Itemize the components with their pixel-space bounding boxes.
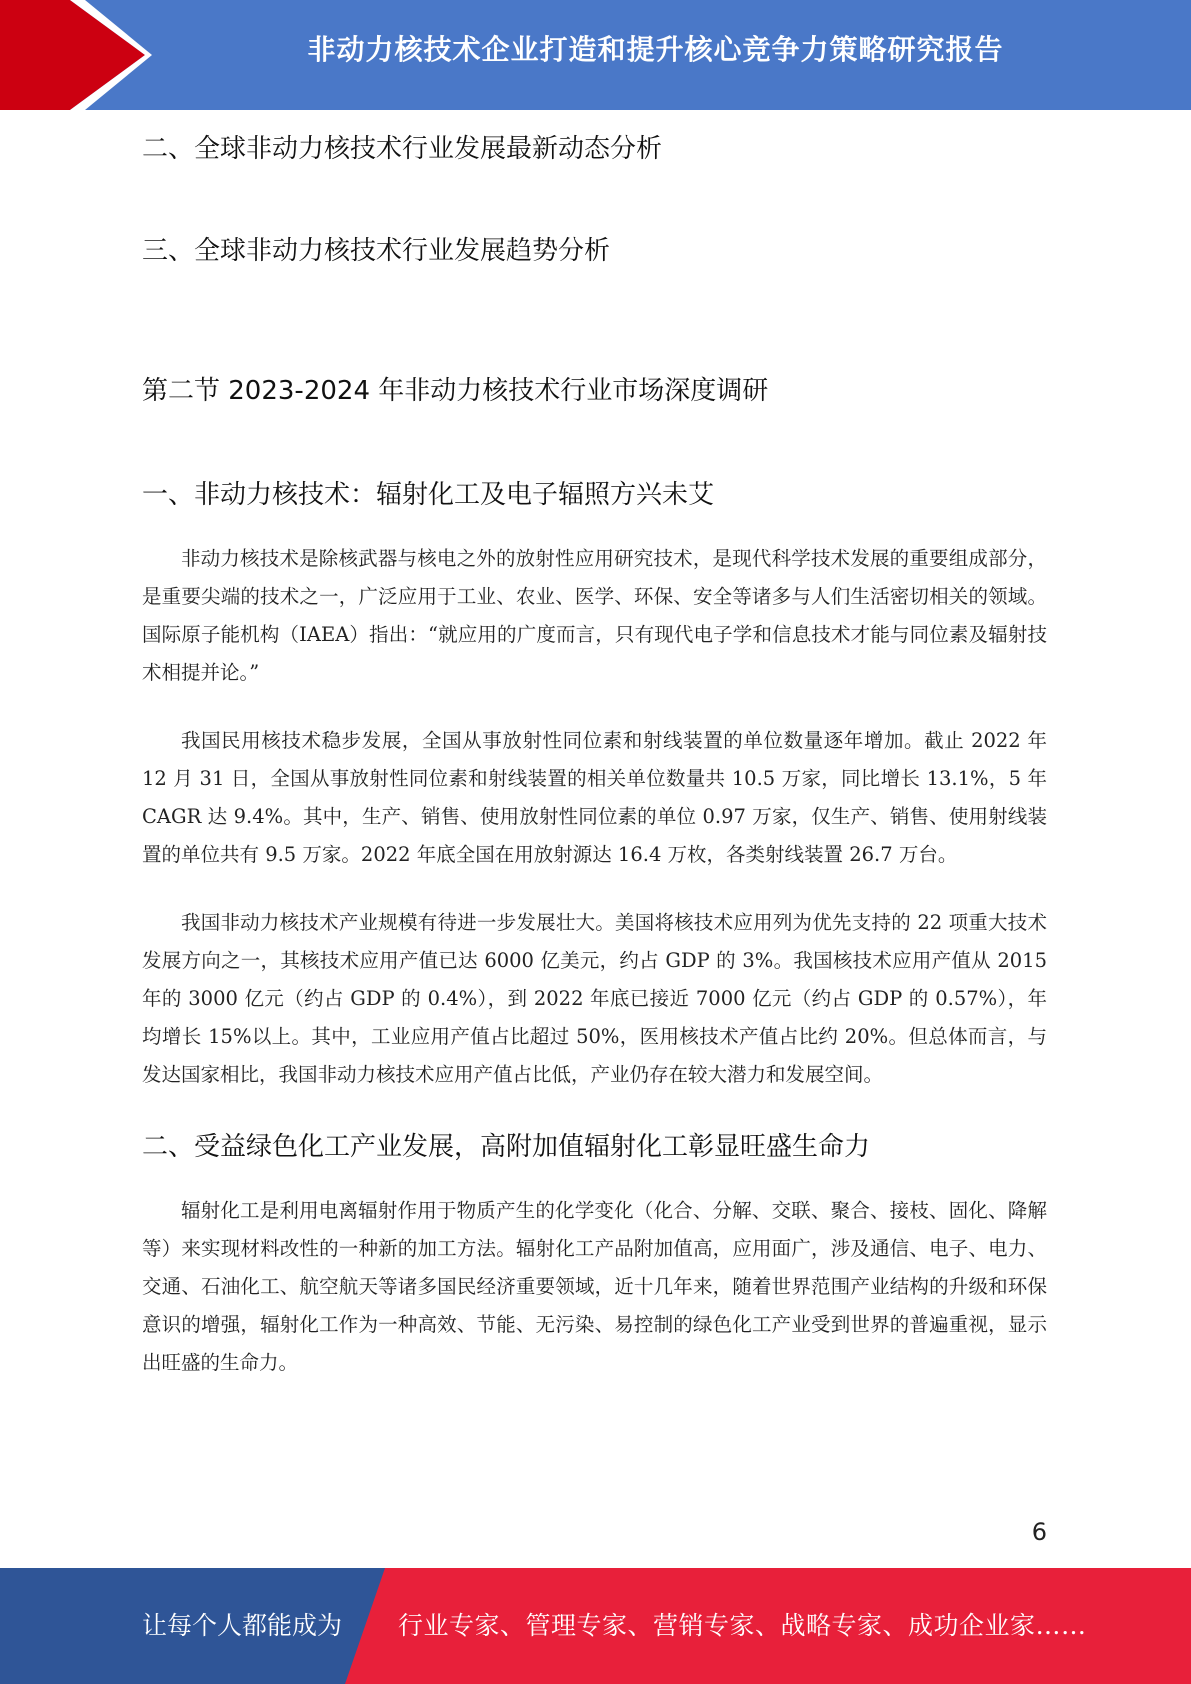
heading-global-dynamics: 二、全球非动力核技术行业发展最新动态分析 xyxy=(142,134,663,164)
paragraph-definition: 非动力核技术是除核武器与核电之外的放射性应用研究技术，是现代科学技术发展的重要组成部分，是重要尖端的技术之一，广泛应用于工业、农业、医学、环保、安全等诸多与人们生活密切相关的领域。国际原子能机构（IAEA）指出：“就应用的广度而言，只有现代电子学和信息技术才能与同位素及辐射技术相提并论。” xyxy=(142,547,1047,684)
paragraph-industry-scale: 我国非动力核技术产业规模有待进一步发展壮大。美国将核技术应用列为优先支持的 22 项重大技术发展方向之一，其核技术应用产值已达 6000 亿美元，约占 GDP 的 3%。我国核技术应用产值从 2015 年的 3000 亿元（约占 GDP 的 0.4%），到 2022 年底已接近 7000 亿元（约占 GDP 的 0.57%），年均增长 15%以上。其中，工业应用产值占比超过 50%，医用核技术产值占比约 20%。但总体而言，与发达国家相比，我国非动力核技术应用产值占比低，产业仍存在较大潜力和发展空间。 xyxy=(142,911,1047,1086)
paragraph-civil-nuclear: 我国民用核技术稳步发展，全国从事放射性同位素和射线装置的单位数量逐年增加。截止 2022 年 12 月 31 日，全国从事放射性同位素和射线装置的相关单位数量共 10.5 万家，同比增长 13.1%，5 年 CAGR 达 9.4%。其中，生产、销售、使用放射性同位素的单位 0.97 万家，仅生产、销售、使用射线装置的单位共有 9.5 万家。2022 年底全国在用放射源达 16.4 万枚，各类射线装置 26.7 万台。 xyxy=(142,729,1047,866)
section-title: 第二节 2023-2024 年非动力核技术行业市场深度调研 xyxy=(142,376,769,406)
heading-radiation-chemistry: 二、受益绿色化工产业发展，高附加值辐射化工彰显旺盛生命力 xyxy=(142,1132,871,1162)
heading-global-trends: 三、全球非动力核技术行业发展趋势分析 xyxy=(142,236,611,266)
paragraph-radiation-chemistry: 辐射化工是利用电离辐射作用于物质产生的化学变化（化合、分解、交联、聚合、接枝、固化、降解等）来实现材料改性的一种新的加工方法。辐射化工产品附加值高，应用面广，涉及通信、电子、电力、交通、石油化工、航空航天等诸多国民经济重要领域，近十几年来，随着世界范围产业结构的升级和环保意识的增强，辐射化工作为一种高效、节能、无污染、易控制的绿色化工产业受到世界的普遍重视，显示出旺盛的生命力。 xyxy=(142,1199,1047,1374)
report-title: 非动力核技术企业打造和提升核心竞争力策略研究报告 xyxy=(307,33,1004,66)
header-band xyxy=(0,0,1191,110)
header-arrow-icon xyxy=(0,0,160,110)
footer-band xyxy=(0,1568,1191,1684)
document-body xyxy=(142,118,1047,1382)
heading-non-power-nuclear: 一、非动力核技术：辐射化工及电子辐照方兴未艾 xyxy=(142,480,715,510)
footer-slogan-right: 行业专家、管理专家、营销专家、战略专家、成功企业家…… xyxy=(398,1611,1087,1640)
footer-slogan-left: 让每个人都能成为 xyxy=(142,1611,343,1640)
page-number: 6 xyxy=(1031,1518,1047,1546)
